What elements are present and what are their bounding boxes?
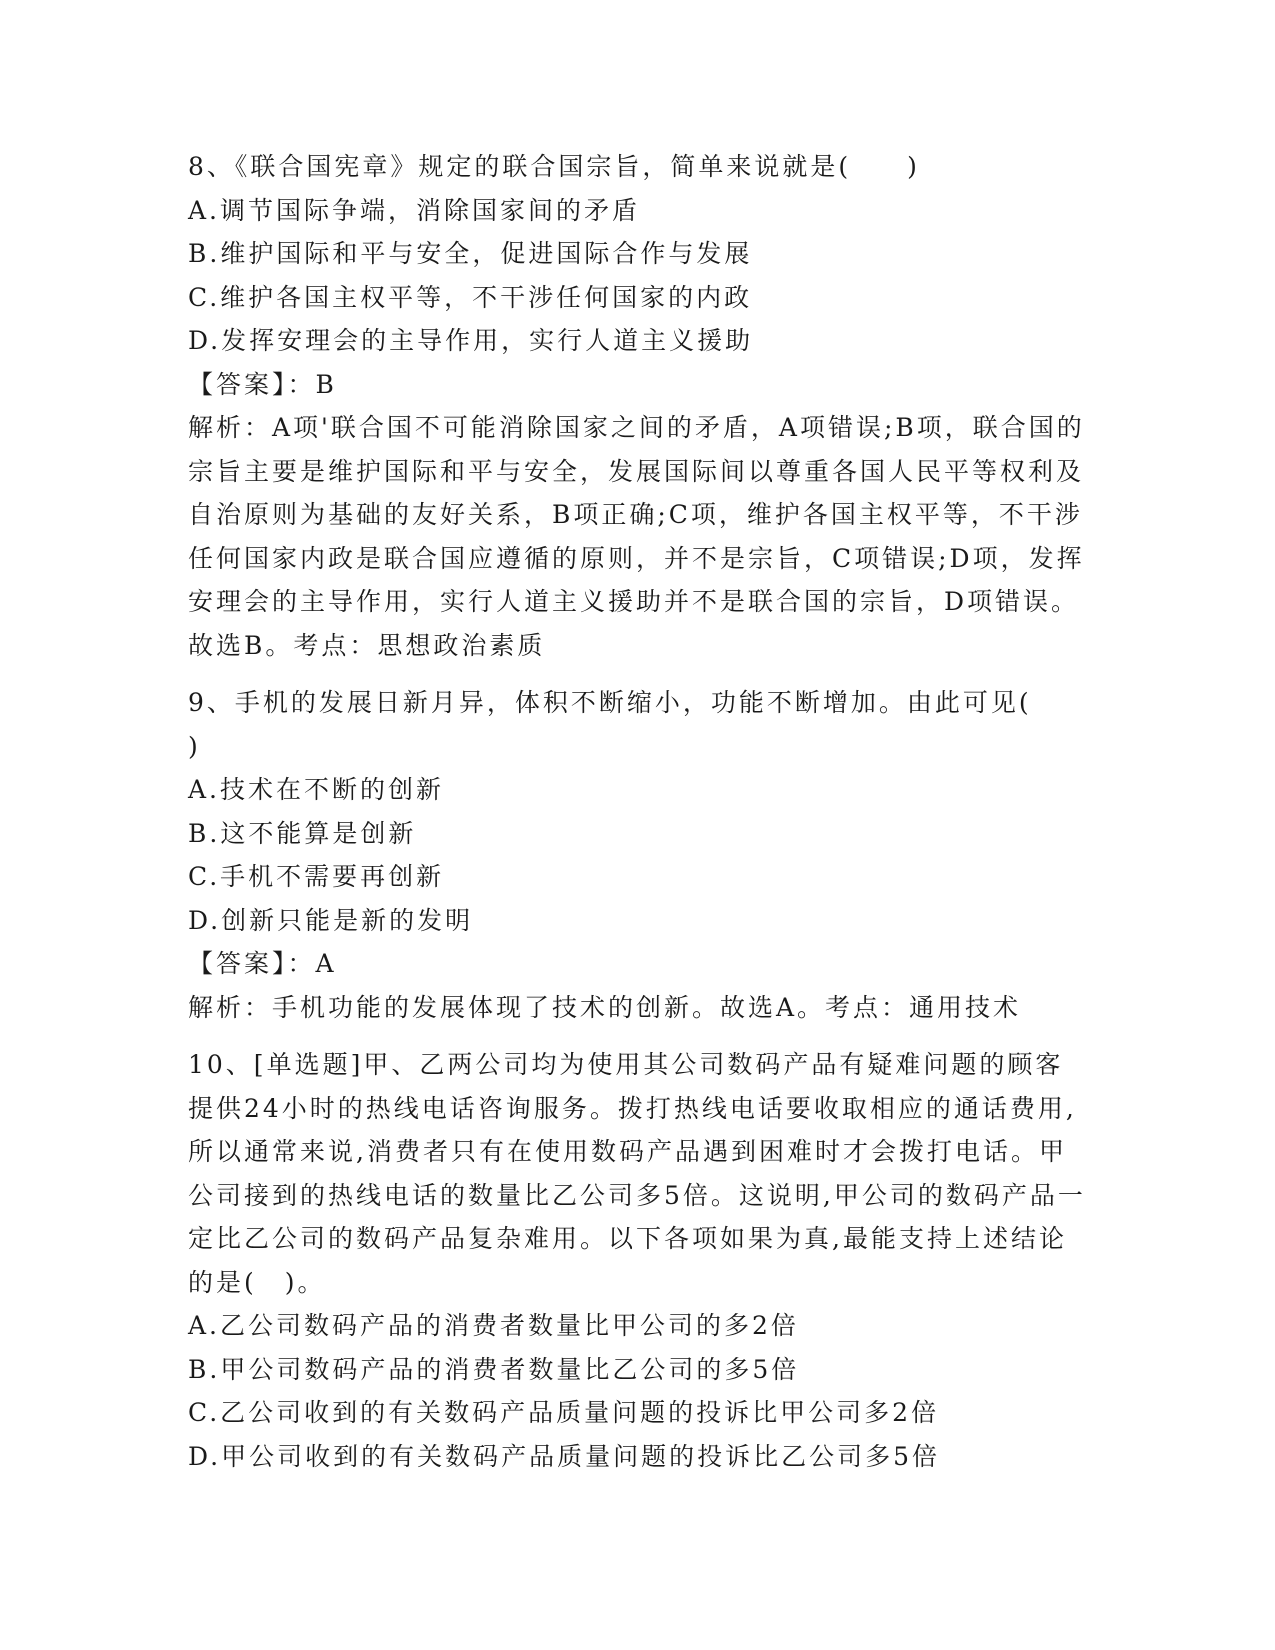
option-c: C.维护各国主权平等，不干涉任何国家的内政 [188, 282, 753, 312]
question-9 [188, 681, 1088, 1029]
question-title: 9、手机的发展日新月异，体积不断缩小，功能不断增加。由此可见( ) [188, 688, 1088, 761]
option-b: B.维护国际和平与安全，促进国际合作与发展 [188, 239, 753, 268]
answer-line: 【答案】：A [188, 949, 337, 978]
question-title: 8、《联合国宪章》规定的联合国宗旨，简单来说就是( ) [188, 152, 920, 181]
option-a: A.技术在不断的创新 [188, 775, 445, 804]
question-10 [188, 1043, 1088, 1478]
question-8 [188, 145, 1088, 667]
option-b: B.甲公司数码产品的消费者数量比乙公司的多5倍 [188, 1354, 800, 1384]
document-page [188, 145, 1088, 1492]
option-d: D.创新只能是新的发明 [188, 905, 474, 935]
option-d: D.发挥安理会的主导作用，实行人道主义援助 [188, 326, 754, 355]
option-a: A.乙公司数码产品的消费者数量比甲公司的多2倍 [188, 1311, 799, 1340]
option-d: D.甲公司收到的有关数码产品质量问题的投诉比乙公司多5倍 [188, 1441, 941, 1471]
question-title: 10、[单选题]甲、乙两公司均为使用其公司数码产品有疑难问题的顾客提供24小时的热线电话咨询服务。拨打热线电话要收取相应的通话费用,所以通常来说,消费者只有在使用数码产品遇到困难时才会拨打电话。甲公司接到的热线电话的数量比乙公司多5倍。这说明,甲公司的数码产品一定比乙公司的数码产品复杂难用。以下各项如果为真,最能支持上述结论的是( )。 [188, 1050, 1086, 1297]
option-c: C.手机不需要再创新 [188, 862, 445, 891]
option-a: A.调节国际争端，消除国家间的矛盾 [188, 195, 641, 225]
option-c: C.乙公司收到的有关数码产品质量问题的投诉比甲公司多2倍 [188, 1398, 940, 1427]
analysis-paragraph: 解析：A项'联合国不可能消除国家之间的矛盾，A项错误;B项，联合国的宗旨主要是维护国际和平与安全，发展国际间以尊重各国人民平等权利及自治原则为基础的友好关系，B项正确;C项，维护各国主权平等，不干涉任何国家内政是联合国应遵循的原则，并不是宗旨，C项错误;D项，发挥安理会的主导作用，实行人道主义援助并不是联合国的宗旨，D项错误。故选B。考点：思想政治素质 [188, 413, 1085, 660]
analysis-paragraph: 解析：手机功能的发展体现了技术的创新。故选A。考点：通用技术 [188, 992, 1022, 1022]
answer-line: 【答案】：B [188, 369, 337, 399]
option-b: B.这不能算是创新 [188, 818, 417, 848]
